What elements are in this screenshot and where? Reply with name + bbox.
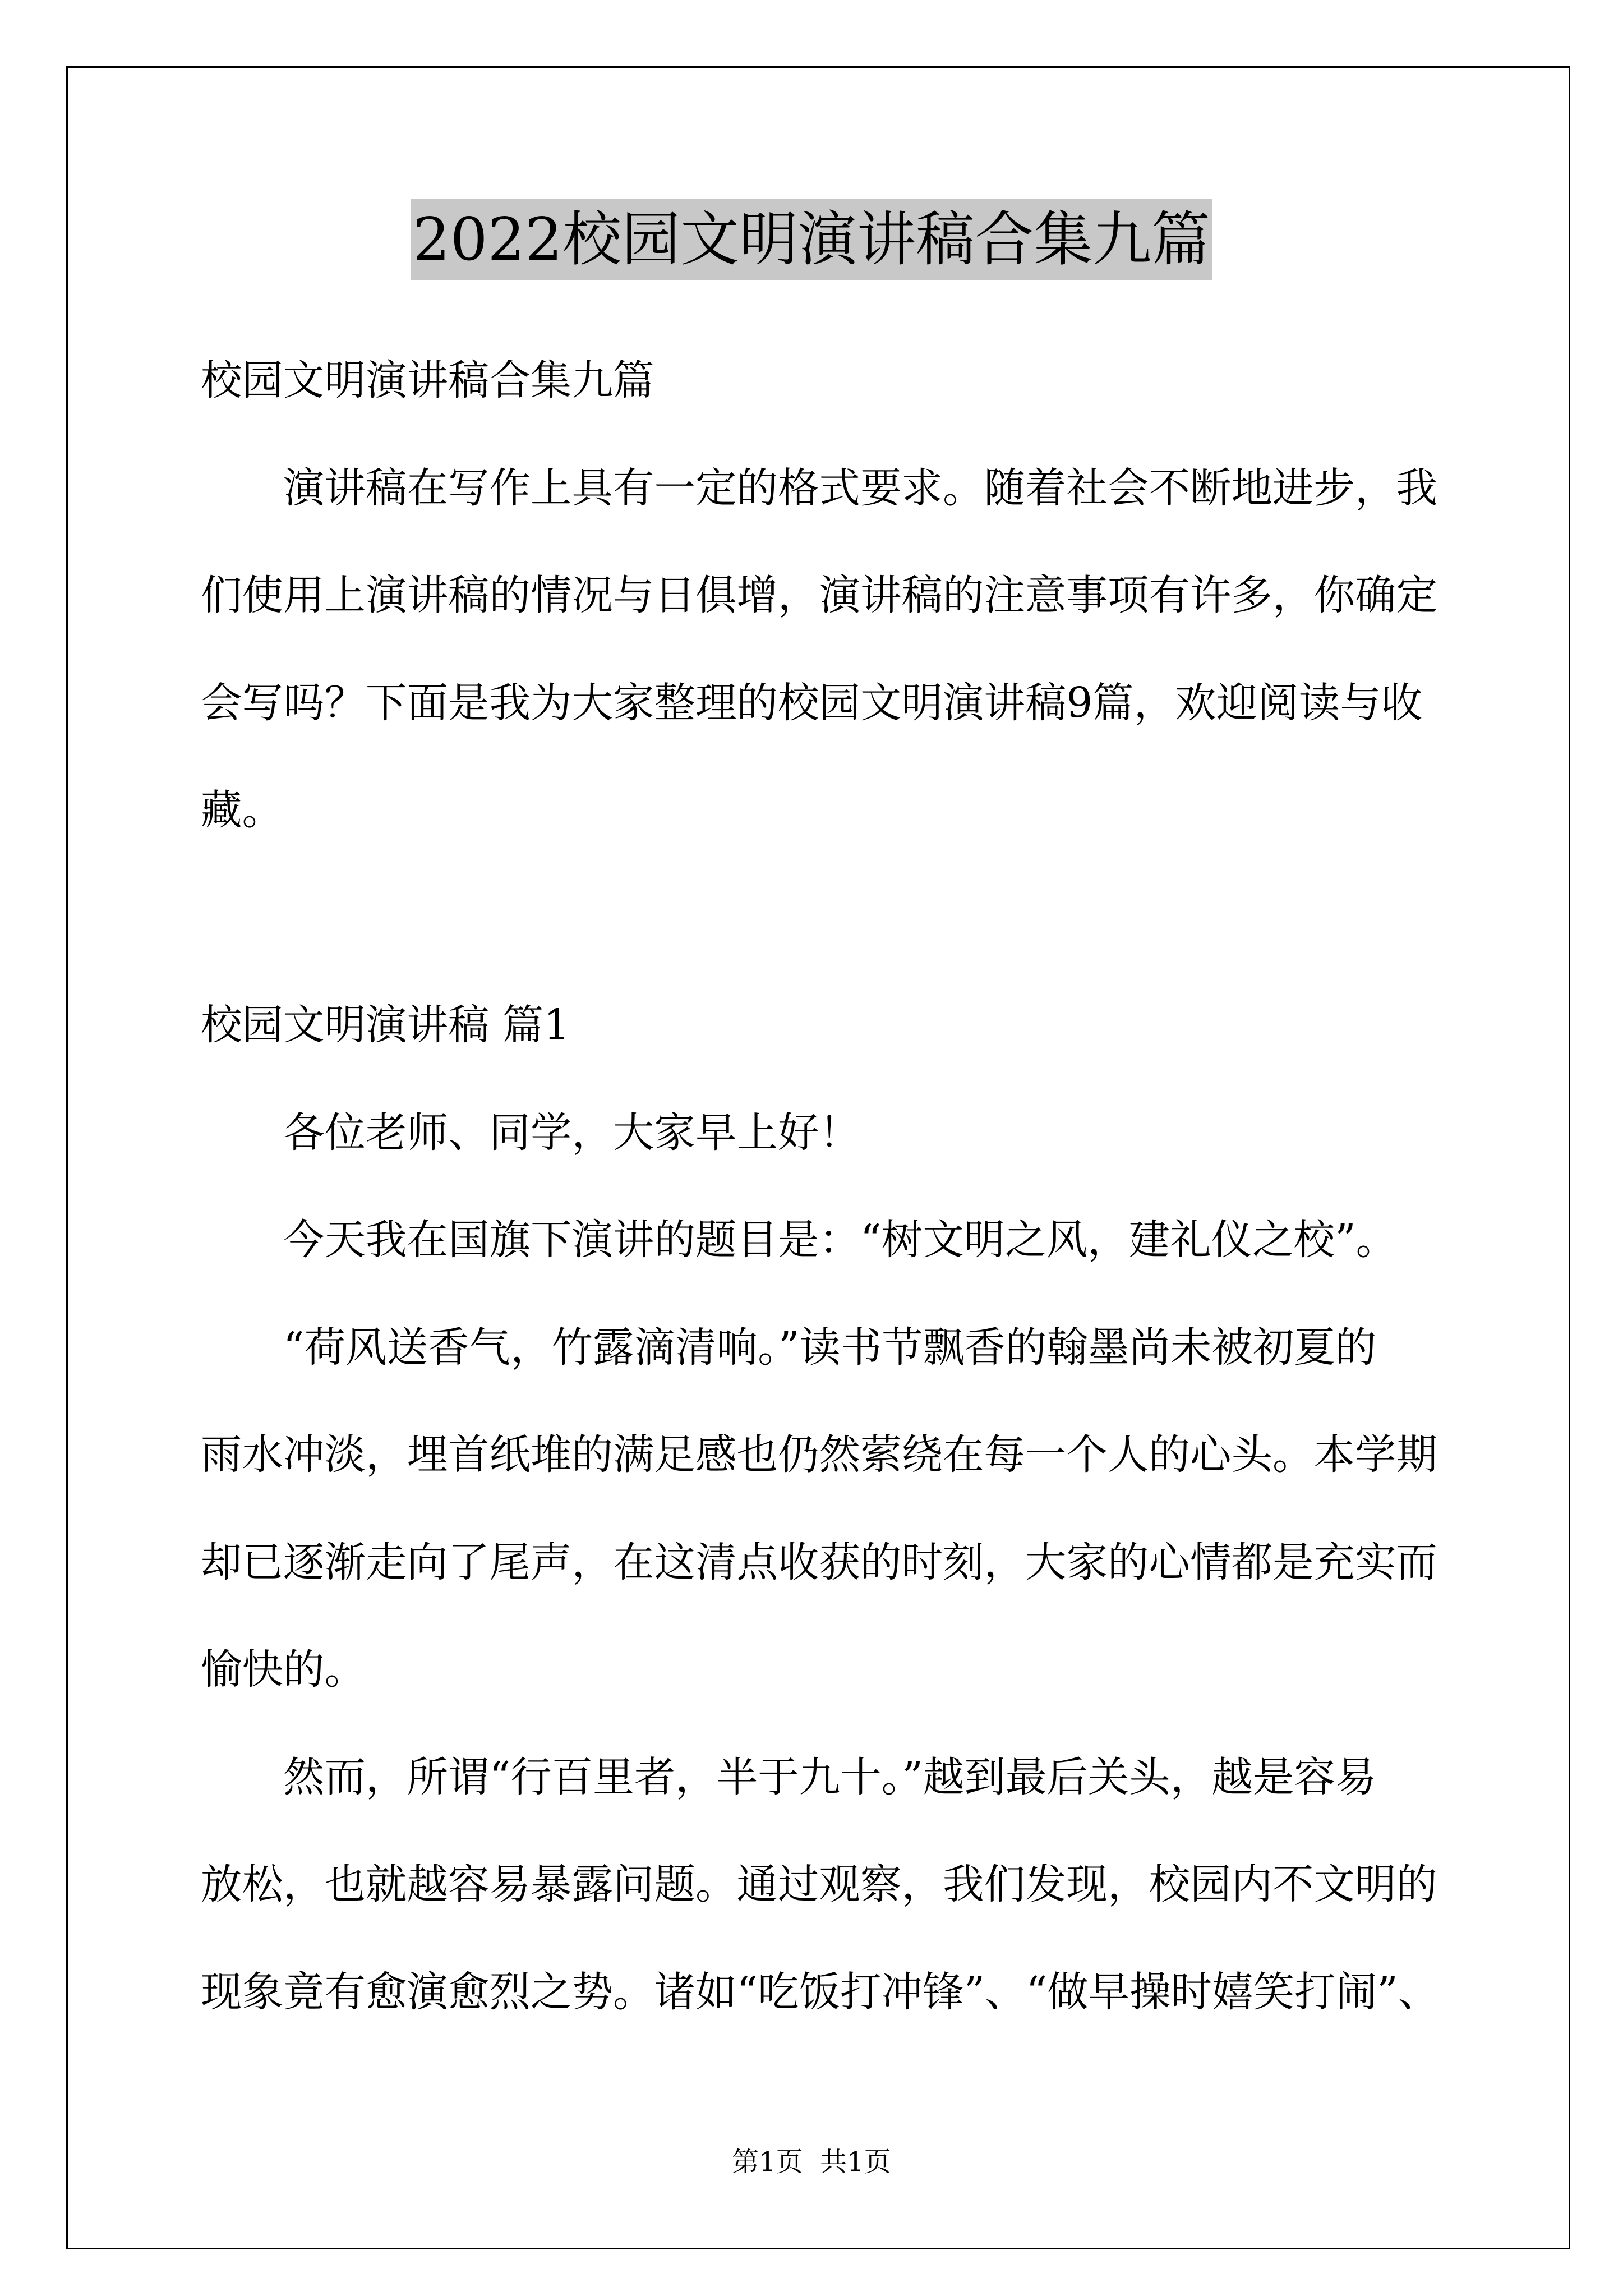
body-paragraph	[201, 1724, 1547, 2046]
document-body	[201, 327, 1547, 2046]
body-paragraph-line: 然而，所谓“行百里者，半于九十。”越到最后关头，越是容易	[283, 1753, 1377, 1801]
body-paragraph-line: 愉快的。	[201, 1646, 366, 1694]
body-paragraph-line: 雨水冲淡，埋首纸堆的满足感也仍然萦绕在每一个人的心头。本学期	[201, 1431, 1437, 1479]
intro-paragraph-line: 会写吗？下面是我为大家整理的校园文明演讲稿9篇，欢迎阅读与收	[201, 679, 1423, 727]
page-footer: 第1页 共1页	[732, 2146, 891, 2178]
topic-line: 今天我在国旗下演讲的题目是：“树文明之风，建礼仪之校”。	[283, 1216, 1398, 1264]
document-subtitle: 校园文明演讲稿合集九篇	[201, 357, 654, 404]
intro-paragraph	[201, 435, 1547, 864]
body-paragraph-line: 现象竟有愈演愈烈之势。诸如“吃饭打冲锋”、“做早操时嬉笑打闹”、	[201, 1968, 1440, 2016]
intro-paragraph-line: 们使用上演讲稿的情况与日俱增，演讲稿的注意事项有许多，你确定	[201, 572, 1437, 619]
title-container	[0, 199, 1623, 280]
greeting-line: 各位老师、同学，大家早上好！	[283, 1108, 860, 1157]
body-paragraph	[201, 1294, 1547, 1724]
document-title: 2022校园文明演讲稿合集九篇	[411, 199, 1212, 280]
intro-paragraph-line: 演讲稿在写作上具有一定的格式要求。随着社会不断地进步，我	[283, 464, 1437, 512]
body-paragraph-line: 放松，也就越容易暴露问题。通过观察，我们发现，校园内不文明的	[201, 1861, 1437, 1908]
section-heading: 校园文明演讲稿 篇1	[201, 1001, 570, 1049]
body-paragraph-line: “荷风送香气，竹露滴清响。”读书节飘香的翰墨尚未被初夏的	[283, 1323, 1377, 1372]
intro-paragraph-line: 藏。	[201, 786, 283, 834]
body-paragraph-line: 却已逐渐走向了尾声，在这清点收获的时刻，大家的心情都是充实而	[201, 1538, 1437, 1586]
